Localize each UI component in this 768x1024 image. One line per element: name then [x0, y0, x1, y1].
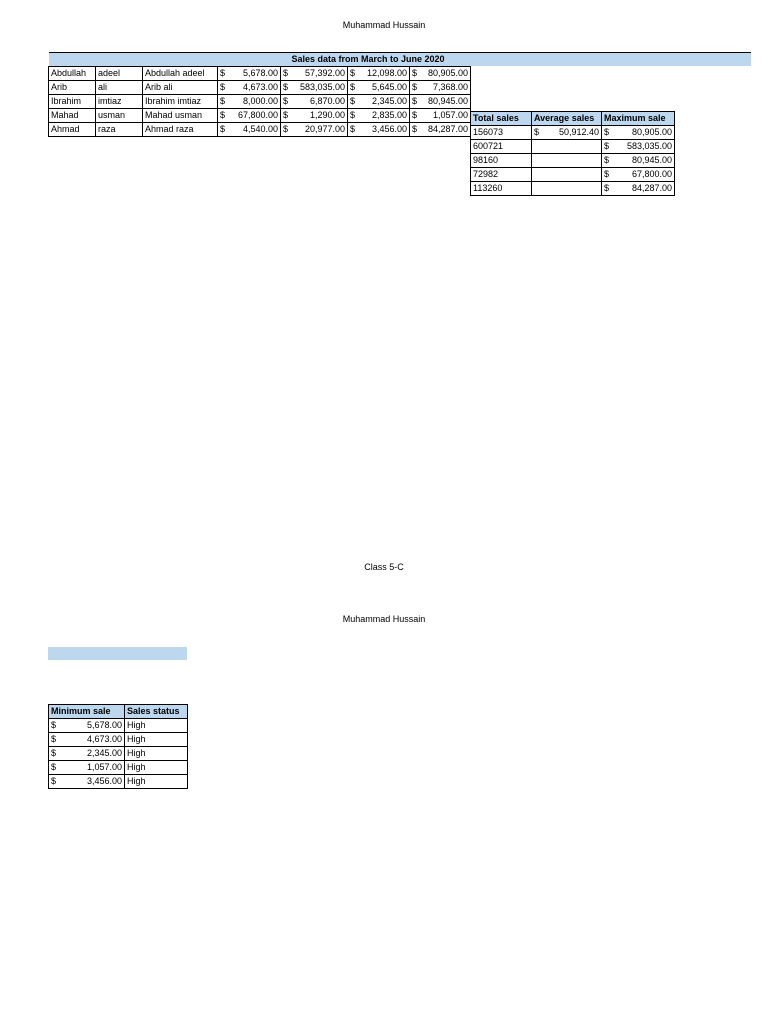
sales-cell	[281, 67, 348, 81]
sales-row	[49, 67, 751, 81]
sales-cell	[410, 123, 471, 137]
currency-symbol: $	[534, 127, 540, 137]
average-sales-header: Average sales	[532, 112, 602, 126]
sales-cell	[410, 67, 471, 81]
currency-symbol: $	[412, 96, 418, 106]
blue-header-bar	[48, 647, 187, 660]
sales-title-row	[49, 53, 751, 67]
sales-cell	[348, 95, 410, 109]
sales-cell	[281, 95, 348, 109]
currency-symbol: $	[350, 124, 356, 134]
currency-symbol: $	[220, 96, 226, 106]
maximum-sale-cell	[602, 140, 675, 154]
empty-cell	[675, 109, 751, 123]
amount: 5,678.00	[86, 720, 122, 730]
amount: 57,392.00	[304, 68, 345, 78]
sales-cell	[281, 123, 348, 137]
summary-row	[471, 168, 675, 182]
amount: 4,540.00	[242, 124, 278, 134]
currency-symbol: $	[51, 720, 57, 730]
sales-cell	[348, 123, 410, 137]
first-name-cell: Abdullah	[49, 67, 96, 81]
currency-symbol: $	[604, 127, 610, 137]
total-sales-cell: 98160	[471, 154, 532, 168]
amount: 7,368.00	[432, 82, 468, 92]
empty-cell	[675, 95, 751, 109]
minimum-row	[49, 761, 188, 775]
currency-symbol: $	[412, 68, 418, 78]
amount: 12,098.00	[366, 68, 407, 78]
empty-cell	[675, 81, 751, 95]
currency-symbol: $	[604, 183, 610, 193]
sales-cell	[410, 81, 471, 95]
empty-cell	[602, 67, 675, 81]
first-name-cell: Arib	[49, 81, 96, 95]
sales-cell	[218, 95, 281, 109]
summary-row	[471, 140, 675, 154]
sales-status-cell: High	[125, 775, 188, 789]
currency-symbol: $	[220, 82, 226, 92]
sales-cell	[348, 67, 410, 81]
empty-cell	[675, 67, 751, 81]
currency-symbol: $	[350, 82, 356, 92]
amount: 80,905.00	[631, 127, 672, 137]
currency-symbol: $	[283, 124, 289, 134]
amount: 80,905.00	[427, 68, 468, 78]
sales-row	[49, 95, 751, 109]
sales-cell	[218, 109, 281, 123]
summary-row	[471, 126, 675, 140]
empty-cell	[532, 95, 602, 109]
currency-symbol: $	[51, 734, 57, 744]
maximum-sale-cell	[602, 126, 675, 140]
amount: 5,678.00	[242, 68, 278, 78]
total-sales-cell: 600721	[471, 140, 532, 154]
first-name-cell: Ibrahim	[49, 95, 96, 109]
last-name-cell: usman	[96, 109, 143, 123]
amount: 84,287.00	[631, 183, 672, 193]
currency-symbol: $	[51, 776, 57, 786]
minimum-sale-cell	[49, 775, 125, 789]
amount: 5,645.00	[371, 82, 407, 92]
amount: 67,800.00	[237, 110, 278, 120]
average-sales-cell	[532, 154, 602, 168]
empty-cell	[532, 67, 602, 81]
amount: 4,673.00	[242, 82, 278, 92]
currency-symbol: $	[283, 82, 289, 92]
empty-cell	[471, 67, 532, 81]
average-sales-cell	[532, 168, 602, 182]
maximum-sale-header: Maximum sale	[602, 112, 675, 126]
sales-status-cell: High	[125, 733, 188, 747]
currency-symbol: $	[283, 68, 289, 78]
sales-cell	[281, 109, 348, 123]
amount: 583,035.00	[299, 82, 345, 92]
currency-symbol: $	[350, 96, 356, 106]
empty-cell	[602, 95, 675, 109]
sales-status-cell: High	[125, 761, 188, 775]
maximum-sale-cell	[602, 182, 675, 196]
full-name-cell: Mahad usman	[143, 109, 218, 123]
minimum-sale-cell	[49, 719, 125, 733]
amount: 4,673.00	[86, 734, 122, 744]
sales-status-cell: High	[125, 747, 188, 761]
amount: 2,835.00	[371, 110, 407, 120]
amount: 2,345.00	[86, 748, 122, 758]
maximum-sale-cell	[602, 168, 675, 182]
currency-symbol: $	[220, 68, 226, 78]
total-sales-cell: 156073	[471, 126, 532, 140]
empty-cell	[471, 95, 532, 109]
amount: 3,456.00	[371, 124, 407, 134]
amount: 6,870.00	[309, 96, 345, 106]
full-name-cell: Ibrahim imtiaz	[143, 95, 218, 109]
page-header-name-2: Muhammad Hussain	[342, 614, 426, 624]
empty-cell	[675, 123, 751, 137]
maximum-sale-cell	[602, 154, 675, 168]
sales-cell	[410, 109, 471, 123]
amount: 80,945.00	[427, 96, 468, 106]
class-label: Class 5-C	[364, 562, 404, 572]
full-name-cell: Arib ali	[143, 81, 218, 95]
minimum-sale-header: Minimum sale	[49, 705, 125, 719]
first-name-cell: Ahmad	[49, 123, 96, 137]
amount: 1,057.00	[86, 762, 122, 772]
summary-row	[471, 182, 675, 196]
amount: 3,456.00	[86, 776, 122, 786]
amount: 80,945.00	[631, 155, 672, 165]
empty-cell	[471, 81, 532, 95]
empty-cell	[532, 81, 602, 95]
last-name-cell: raza	[96, 123, 143, 137]
sales-cell	[218, 81, 281, 95]
average-sales-cell	[532, 126, 602, 140]
minimum-sale-cell	[49, 761, 125, 775]
minimum-table	[48, 704, 188, 789]
currency-symbol: $	[412, 82, 418, 92]
amount: 50,912.40	[558, 127, 599, 137]
sales-cell	[218, 67, 281, 81]
sales-status-cell: High	[125, 719, 188, 733]
sales-cell	[281, 81, 348, 95]
amount: 2,345.00	[371, 96, 407, 106]
summary-table	[470, 111, 675, 196]
sales-cell	[348, 109, 410, 123]
amount: 1,057.00	[432, 110, 468, 120]
sales-cell	[348, 81, 410, 95]
sales-row	[49, 81, 751, 95]
currency-symbol: $	[412, 110, 418, 120]
summary-row	[471, 154, 675, 168]
currency-symbol: $	[604, 141, 610, 151]
minimum-row	[49, 733, 188, 747]
currency-symbol: $	[604, 169, 610, 179]
amount: 8,000.00	[242, 96, 278, 106]
average-sales-cell	[532, 182, 602, 196]
first-name-cell: Mahad	[49, 109, 96, 123]
empty-cell	[602, 81, 675, 95]
currency-symbol: $	[350, 68, 356, 78]
sales-cell	[218, 123, 281, 137]
page-header-name: Muhammad Hussain	[342, 20, 426, 30]
currency-symbol: $	[220, 110, 226, 120]
amount: 583,035.00	[626, 141, 672, 151]
average-sales-cell	[532, 140, 602, 154]
minimum-row	[49, 775, 188, 789]
total-sales-header: Total sales	[471, 112, 532, 126]
total-sales-cell: 72982	[471, 168, 532, 182]
minimum-row	[49, 747, 188, 761]
last-name-cell: adeel	[96, 67, 143, 81]
full-name-cell: Abdullah adeel	[143, 67, 218, 81]
currency-symbol: $	[283, 96, 289, 106]
sales-cell	[410, 95, 471, 109]
sales-status-header: Sales status	[125, 705, 188, 719]
amount: 20,977.00	[304, 124, 345, 134]
total-sales-cell: 113260	[471, 182, 532, 196]
amount: 1,290.00	[309, 110, 345, 120]
currency-symbol: $	[412, 124, 418, 134]
amount: 67,800.00	[631, 169, 672, 179]
minimum-sale-cell	[49, 747, 125, 761]
currency-symbol: $	[220, 124, 226, 134]
minimum-sale-cell	[49, 733, 125, 747]
last-name-cell: ali	[96, 81, 143, 95]
currency-symbol: $	[350, 110, 356, 120]
currency-symbol: $	[283, 110, 289, 120]
last-name-cell: imtiaz	[96, 95, 143, 109]
minimum-row	[49, 719, 188, 733]
sales-title: Sales data from March to June 2020	[49, 53, 751, 67]
full-name-cell: Ahmad raza	[143, 123, 218, 137]
currency-symbol: $	[604, 155, 610, 165]
currency-symbol: $	[51, 748, 57, 758]
amount: 84,287.00	[427, 124, 468, 134]
currency-symbol: $	[51, 762, 57, 772]
